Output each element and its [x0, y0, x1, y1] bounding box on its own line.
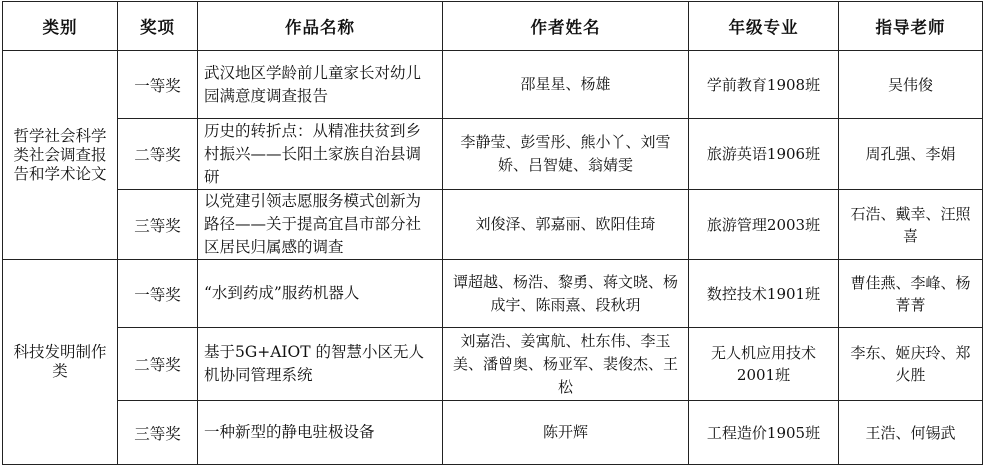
authors-cell: 陈开辉 [443, 401, 689, 465]
category-cell-social-research: 哲学社会科学类社会调查报告和学术论文 [3, 51, 118, 260]
authors-cell: 邵星星、杨雄 [443, 51, 689, 119]
award-cell: 二等奖 [118, 119, 198, 190]
work-title-cell: 武汉地区学龄前儿童家长对幼儿园满意度调查报告 [198, 51, 443, 119]
award-cell: 三等奖 [118, 401, 198, 465]
grade-major-cell: 数控技术1901班 [689, 260, 839, 328]
header-award: 奖项 [118, 2, 198, 51]
header-row [3, 2, 983, 51]
authors-cell: 李静莹、彭雪彤、熊小丫、刘雪娇、吕智婕、翁婧雯 [443, 119, 689, 190]
table-row [3, 51, 983, 119]
authors-cell: 刘俊泽、郭嘉丽、欧阳佳琦 [443, 190, 689, 260]
header-authors: 作者姓名 [443, 2, 689, 51]
table-row [3, 328, 983, 401]
grade-major-cell: 学前教育1908班 [689, 51, 839, 119]
category-cell-tech-invention: 科技发明制作类 [3, 260, 118, 465]
advisor-cell: 吴伟俊 [839, 51, 983, 119]
grade-major-cell: 无人机应用技术2001班 [689, 328, 839, 401]
advisor-cell: 王浩、何锡武 [839, 401, 983, 465]
table-row [3, 260, 983, 328]
table-row [3, 119, 983, 190]
header-grade-major: 年级专业 [689, 2, 839, 51]
work-title-cell: 历史的转折点：从精准扶贫到乡村振兴——长阳土家族自治县调研 [198, 119, 443, 190]
work-title-cell: 基于5G+AIOT 的智慧小区无人机协同管理系统 [198, 328, 443, 401]
award-cell: 二等奖 [118, 328, 198, 401]
award-cell: 一等奖 [118, 260, 198, 328]
header-category: 类别 [3, 2, 118, 51]
work-title-cell: 一种新型的静电驻极设备 [198, 401, 443, 465]
grade-major-cell: 工程造价1905班 [689, 401, 839, 465]
awards-table [2, 1, 983, 465]
grade-major-cell: 旅游英语1906班 [689, 119, 839, 190]
advisor-cell: 李东、姬庆玲、郑火胜 [839, 328, 983, 401]
grade-major-cell: 旅游管理2003班 [689, 190, 839, 260]
award-cell: 一等奖 [118, 51, 198, 119]
advisor-cell: 曹佳燕、李峰、杨菁菁 [839, 260, 983, 328]
work-title-cell: “水到药成”服药机器人 [198, 260, 443, 328]
advisor-cell: 周孔强、李娟 [839, 119, 983, 190]
authors-cell: 刘嘉浩、姜寓航、杜东伟、李玉美、潘曾奥、杨亚军、裴俊杰、王松 [443, 328, 689, 401]
header-advisor: 指导老师 [839, 2, 983, 51]
authors-cell: 谭超越、杨浩、黎勇、蒋文晓、杨成宇、陈雨熹、段秋玥 [443, 260, 689, 328]
award-cell: 三等奖 [118, 190, 198, 260]
table-row [3, 401, 983, 465]
header-work-title: 作品名称 [198, 2, 443, 51]
advisor-cell: 石浩、戴幸、汪照喜 [839, 190, 983, 260]
table-row [3, 190, 983, 260]
work-title-cell: 以党建引领志愿服务模式创新为路径——关于提高宜昌市部分社区居民归属感的调查 [198, 190, 443, 260]
